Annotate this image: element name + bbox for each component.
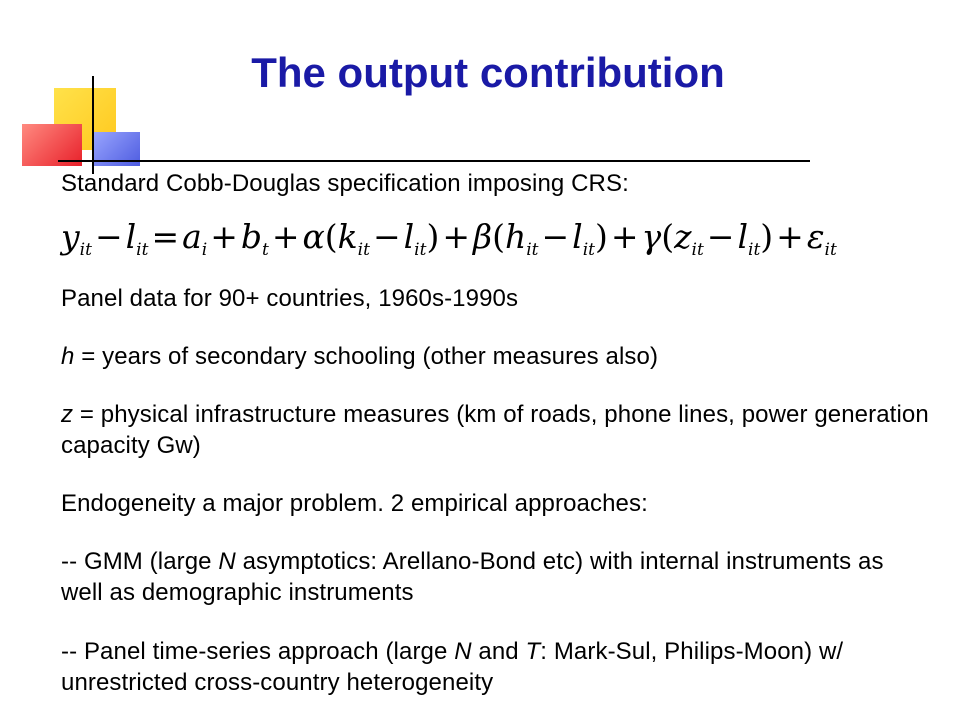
pts-text-part: -- Panel time-series approach (large <box>61 638 455 665</box>
gmm-text-part: -- GMM (large <box>61 548 219 575</box>
pts-text-part: and <box>471 638 526 665</box>
gmm-approach-text <box>61 546 931 608</box>
h-variable: h <box>61 343 75 370</box>
gmm-text-part: asymptotics: Arellano-Bond etc) with internal instruments as well as demographic instruments <box>61 548 884 606</box>
z-definition-text: = physical infrastructure measures (km of roads, phone lines, power generation capacity Gw) <box>61 401 929 459</box>
endogeneity-text: Endogeneity a major problem. 2 empirical approaches: <box>61 490 648 517</box>
z-definition <box>61 399 931 461</box>
z-variable: z <box>61 401 74 428</box>
gmm-n-variable: N <box>218 548 236 575</box>
pts-n-variable: N <box>454 638 472 665</box>
cobb-douglas-equation: $y_{it}-l_{it}=a_i+b_t+\alpha(k_{it}-l_{it})+\beta(h_{it}-l_{it})+\gamma(z_{it}-l_{it})+\varepsilon_{it}$ <box>61 217 837 260</box>
intro-text: Standard Cobb-Douglas specification imposing CRS: <box>61 170 629 197</box>
panel-time-series-text <box>61 636 931 698</box>
title-underline <box>58 160 810 162</box>
h-definition-text: = years of secondary schooling (other measures also) <box>74 343 659 370</box>
h-definition <box>61 341 931 372</box>
pts-text-part: : Mark-Sul, Philips-Moon) w/ unrestricted cross-country heterogeneity <box>61 638 844 696</box>
pts-t-variable: T <box>525 638 541 665</box>
panel-data-text: Panel data for 90+ countries, 1960s-1990s <box>61 285 519 312</box>
slide-title: The output contribution <box>251 49 725 96</box>
